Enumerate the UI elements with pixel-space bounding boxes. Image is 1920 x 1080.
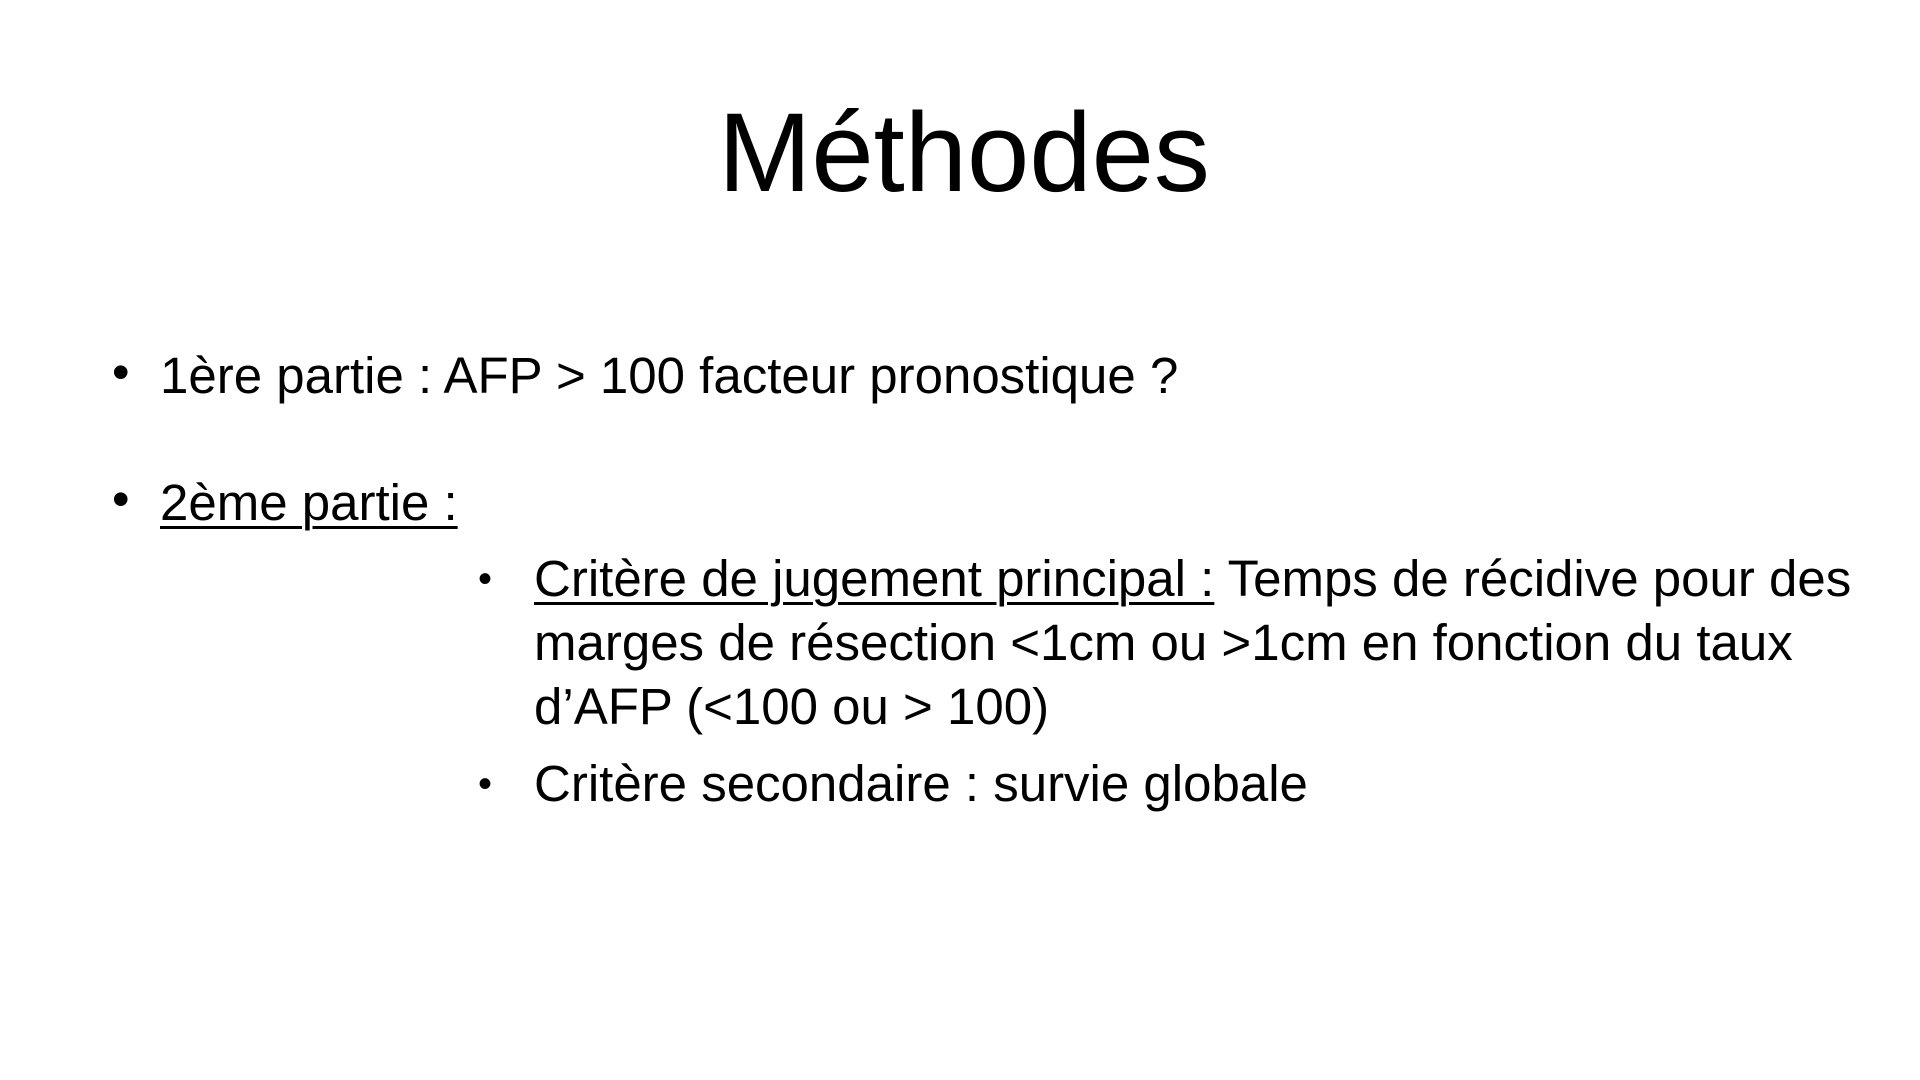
bullet-dot-icon: • <box>112 471 130 527</box>
sub-bullet-item-2 <box>478 752 1878 816</box>
sub-bullet-text: Critère secondaire : survie globale <box>534 755 1308 812</box>
bullet-text: 2ème partie : <box>160 474 458 531</box>
bullet-item-2 <box>112 473 458 533</box>
bullet-dot-icon: • <box>112 344 130 400</box>
bullet-text: 1ère partie : AFP > 100 facteur pronostique ? <box>160 347 1179 404</box>
sub-bullet-text: Temps de récidive pour des marges de résection <1cm ou >1cm en fonction du taux d’AFP (<100 ou > 100) <box>534 550 1852 735</box>
sub-bullet-label: Critère de jugement principal : <box>534 550 1215 607</box>
sub-bullet-dot-icon: • <box>478 762 493 806</box>
sub-bullet-item-1 <box>478 547 1878 739</box>
sub-bullet-dot-icon: • <box>478 557 493 601</box>
bullet-item-1 <box>112 346 1178 406</box>
sub-bullet-content <box>534 547 1874 739</box>
slide-title: Méthodes <box>718 90 1210 215</box>
